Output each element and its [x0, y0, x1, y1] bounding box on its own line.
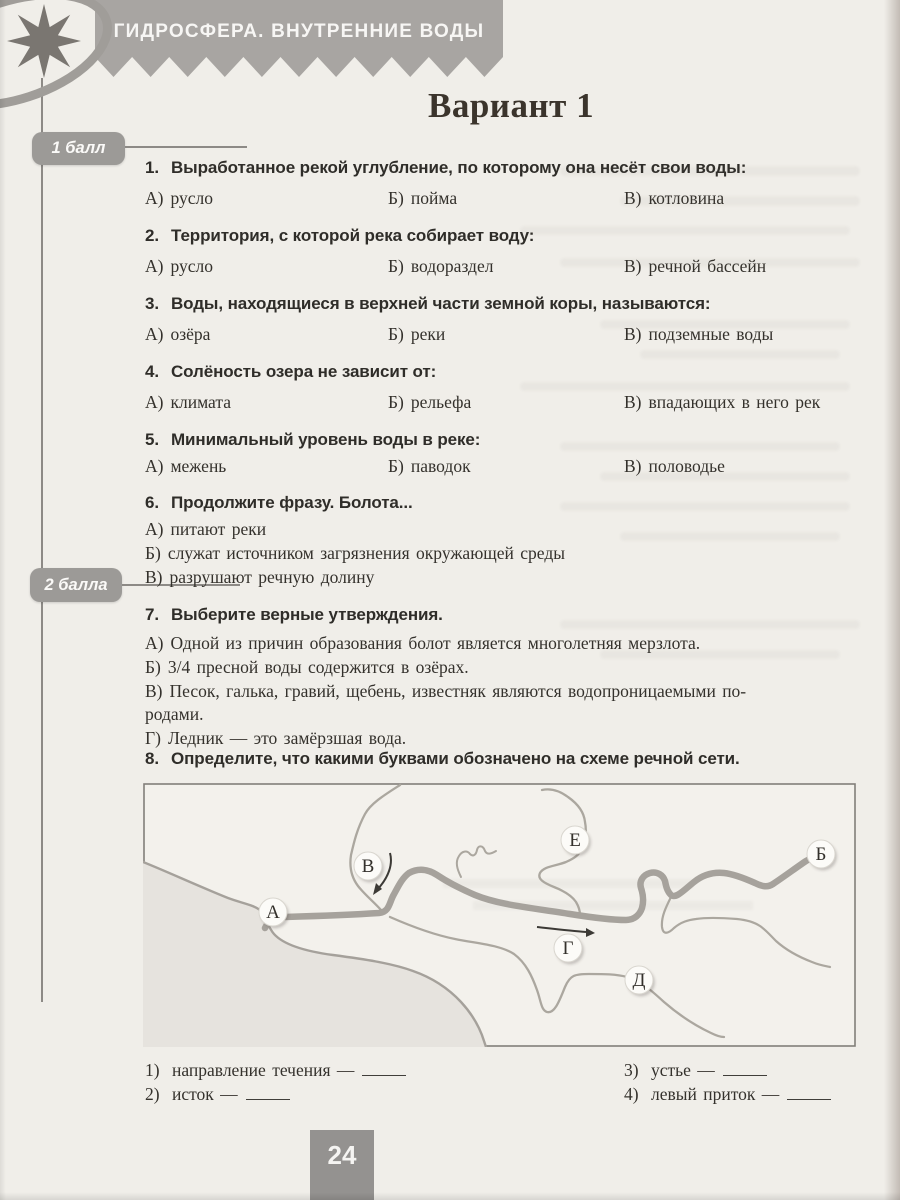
answer-item-mouth: 3) устье —: [624, 1060, 767, 1081]
option-a: А) озёра: [145, 324, 211, 344]
logo-ellipse-ring: [0, 0, 121, 127]
question-6-heading: 6. Продолжите фразу. Болота...: [145, 493, 413, 512]
option-b: Б) служат источником загрязнения окружающей среды: [145, 543, 565, 563]
question-1-heading: 1. Выработанное рекой углубление, по которому она несёт свои воды:: [145, 158, 747, 177]
score-divider-1: [125, 146, 247, 148]
bleedthrough-texture: [600, 650, 840, 659]
svg-text:Г: Г: [562, 938, 574, 959]
question-2-heading: 2. Территория, с которой река собирает воду:: [145, 226, 535, 245]
option-v: В) впадающих в него рек: [624, 392, 821, 412]
page-title: Вариант 1: [428, 86, 595, 125]
answer-item-source: 2) исток —: [145, 1084, 290, 1105]
option-g: Г) Ледник — это замёрзшая вода.: [145, 728, 407, 748]
option-v: В) подземные воды: [624, 324, 774, 344]
svg-text:Б: Б: [815, 844, 827, 865]
bleedthrough-texture: [560, 258, 860, 267]
bleedthrough-texture: [560, 442, 840, 451]
bleedthrough-texture: [620, 196, 860, 206]
option-b: Б) реки: [388, 324, 446, 344]
answer-blank: [362, 1062, 406, 1076]
question-4-options: [145, 392, 867, 416]
option-b: Б) паводок: [388, 456, 471, 476]
svg-text:В: В: [361, 856, 375, 877]
option-v: В) котловина: [624, 188, 725, 208]
option-v: В) разрушают речную долину: [145, 567, 375, 587]
bleedthrough-texture: [640, 350, 840, 359]
option-b: Б) водораздел: [388, 256, 494, 276]
chapter-logo: [0, 0, 150, 130]
page-edge-shadow-left: [0, 0, 6, 1200]
question-8-heading: 8. Определите, что какими буквами обозначено на схеме речной сети.: [145, 749, 740, 768]
bleedthrough-texture: [560, 620, 860, 629]
option-a: А) Одной из причин образования болот является многолетняя мерзлота.: [145, 633, 701, 653]
svg-text:А: А: [266, 902, 280, 923]
bleedthrough-texture: [520, 382, 850, 391]
page-number: 24: [327, 1140, 357, 1170]
score-timeline: [41, 78, 43, 1002]
option-v: В) половодье: [624, 456, 725, 476]
option-a: А) русло: [145, 188, 213, 208]
chapter-title: ГИДРОСФЕРА. ВНУТРЕННИЕ ВОДЫ: [113, 21, 485, 42]
option-a: А) климата: [145, 392, 231, 412]
question-7-heading: 7. Выберите верные утверждения.: [145, 605, 443, 624]
question-4-heading: 4. Солёность озера не зависит от:: [145, 362, 437, 381]
answer-blank: [787, 1086, 831, 1100]
option-b: Б) 3/4 пресной воды содержится в озёрах.: [145, 657, 469, 677]
river-network-diagram: [143, 783, 856, 1047]
option-a: А) питают реки: [145, 519, 267, 539]
page-edge-shadow-right: [884, 0, 900, 1200]
starburst-icon: [7, 4, 81, 78]
option-v-line1: В) Песок, галька, гравий, щебень, известняк являются водопроницаемыми по-: [145, 681, 747, 701]
bleedthrough-texture: [560, 166, 860, 176]
bleedthrough-texture: [600, 320, 850, 329]
svg-text:Е: Е: [569, 830, 581, 851]
page-number-box: [310, 1130, 374, 1200]
answer-blank: [723, 1062, 767, 1076]
answer-item-left-tributary: 4) левый приток —: [624, 1084, 831, 1105]
option-b: Б) пойма: [388, 188, 458, 208]
option-v-line2: родами.: [145, 704, 204, 724]
score-badge-2balla: 2 балла: [30, 568, 122, 602]
svg-text:Д: Д: [632, 970, 646, 991]
question-5-heading: 5. Минимальный уровень воды в реке:: [145, 430, 481, 449]
bleedthrough-texture: [600, 472, 850, 481]
bleedthrough-texture: [560, 502, 850, 511]
answer-item-flow-direction: 1) направление течения —: [145, 1060, 406, 1081]
page-edge-shadow-bottom: [0, 1192, 900, 1200]
option-v: В) речной бассейн: [624, 256, 767, 276]
question-3-heading: 3. Воды, находящиеся в верхней части земной коры, называются:: [145, 294, 711, 313]
score-badge-1ball: 1 балл: [32, 132, 125, 165]
bleedthrough-texture: [443, 879, 693, 888]
option-a: А) межень: [145, 456, 227, 476]
option-a: А) русло: [145, 256, 213, 276]
option-b: Б) рельефа: [388, 392, 472, 412]
bleedthrough-texture: [620, 532, 840, 541]
answer-blank: [246, 1086, 290, 1100]
bleedthrough-texture: [520, 226, 850, 235]
